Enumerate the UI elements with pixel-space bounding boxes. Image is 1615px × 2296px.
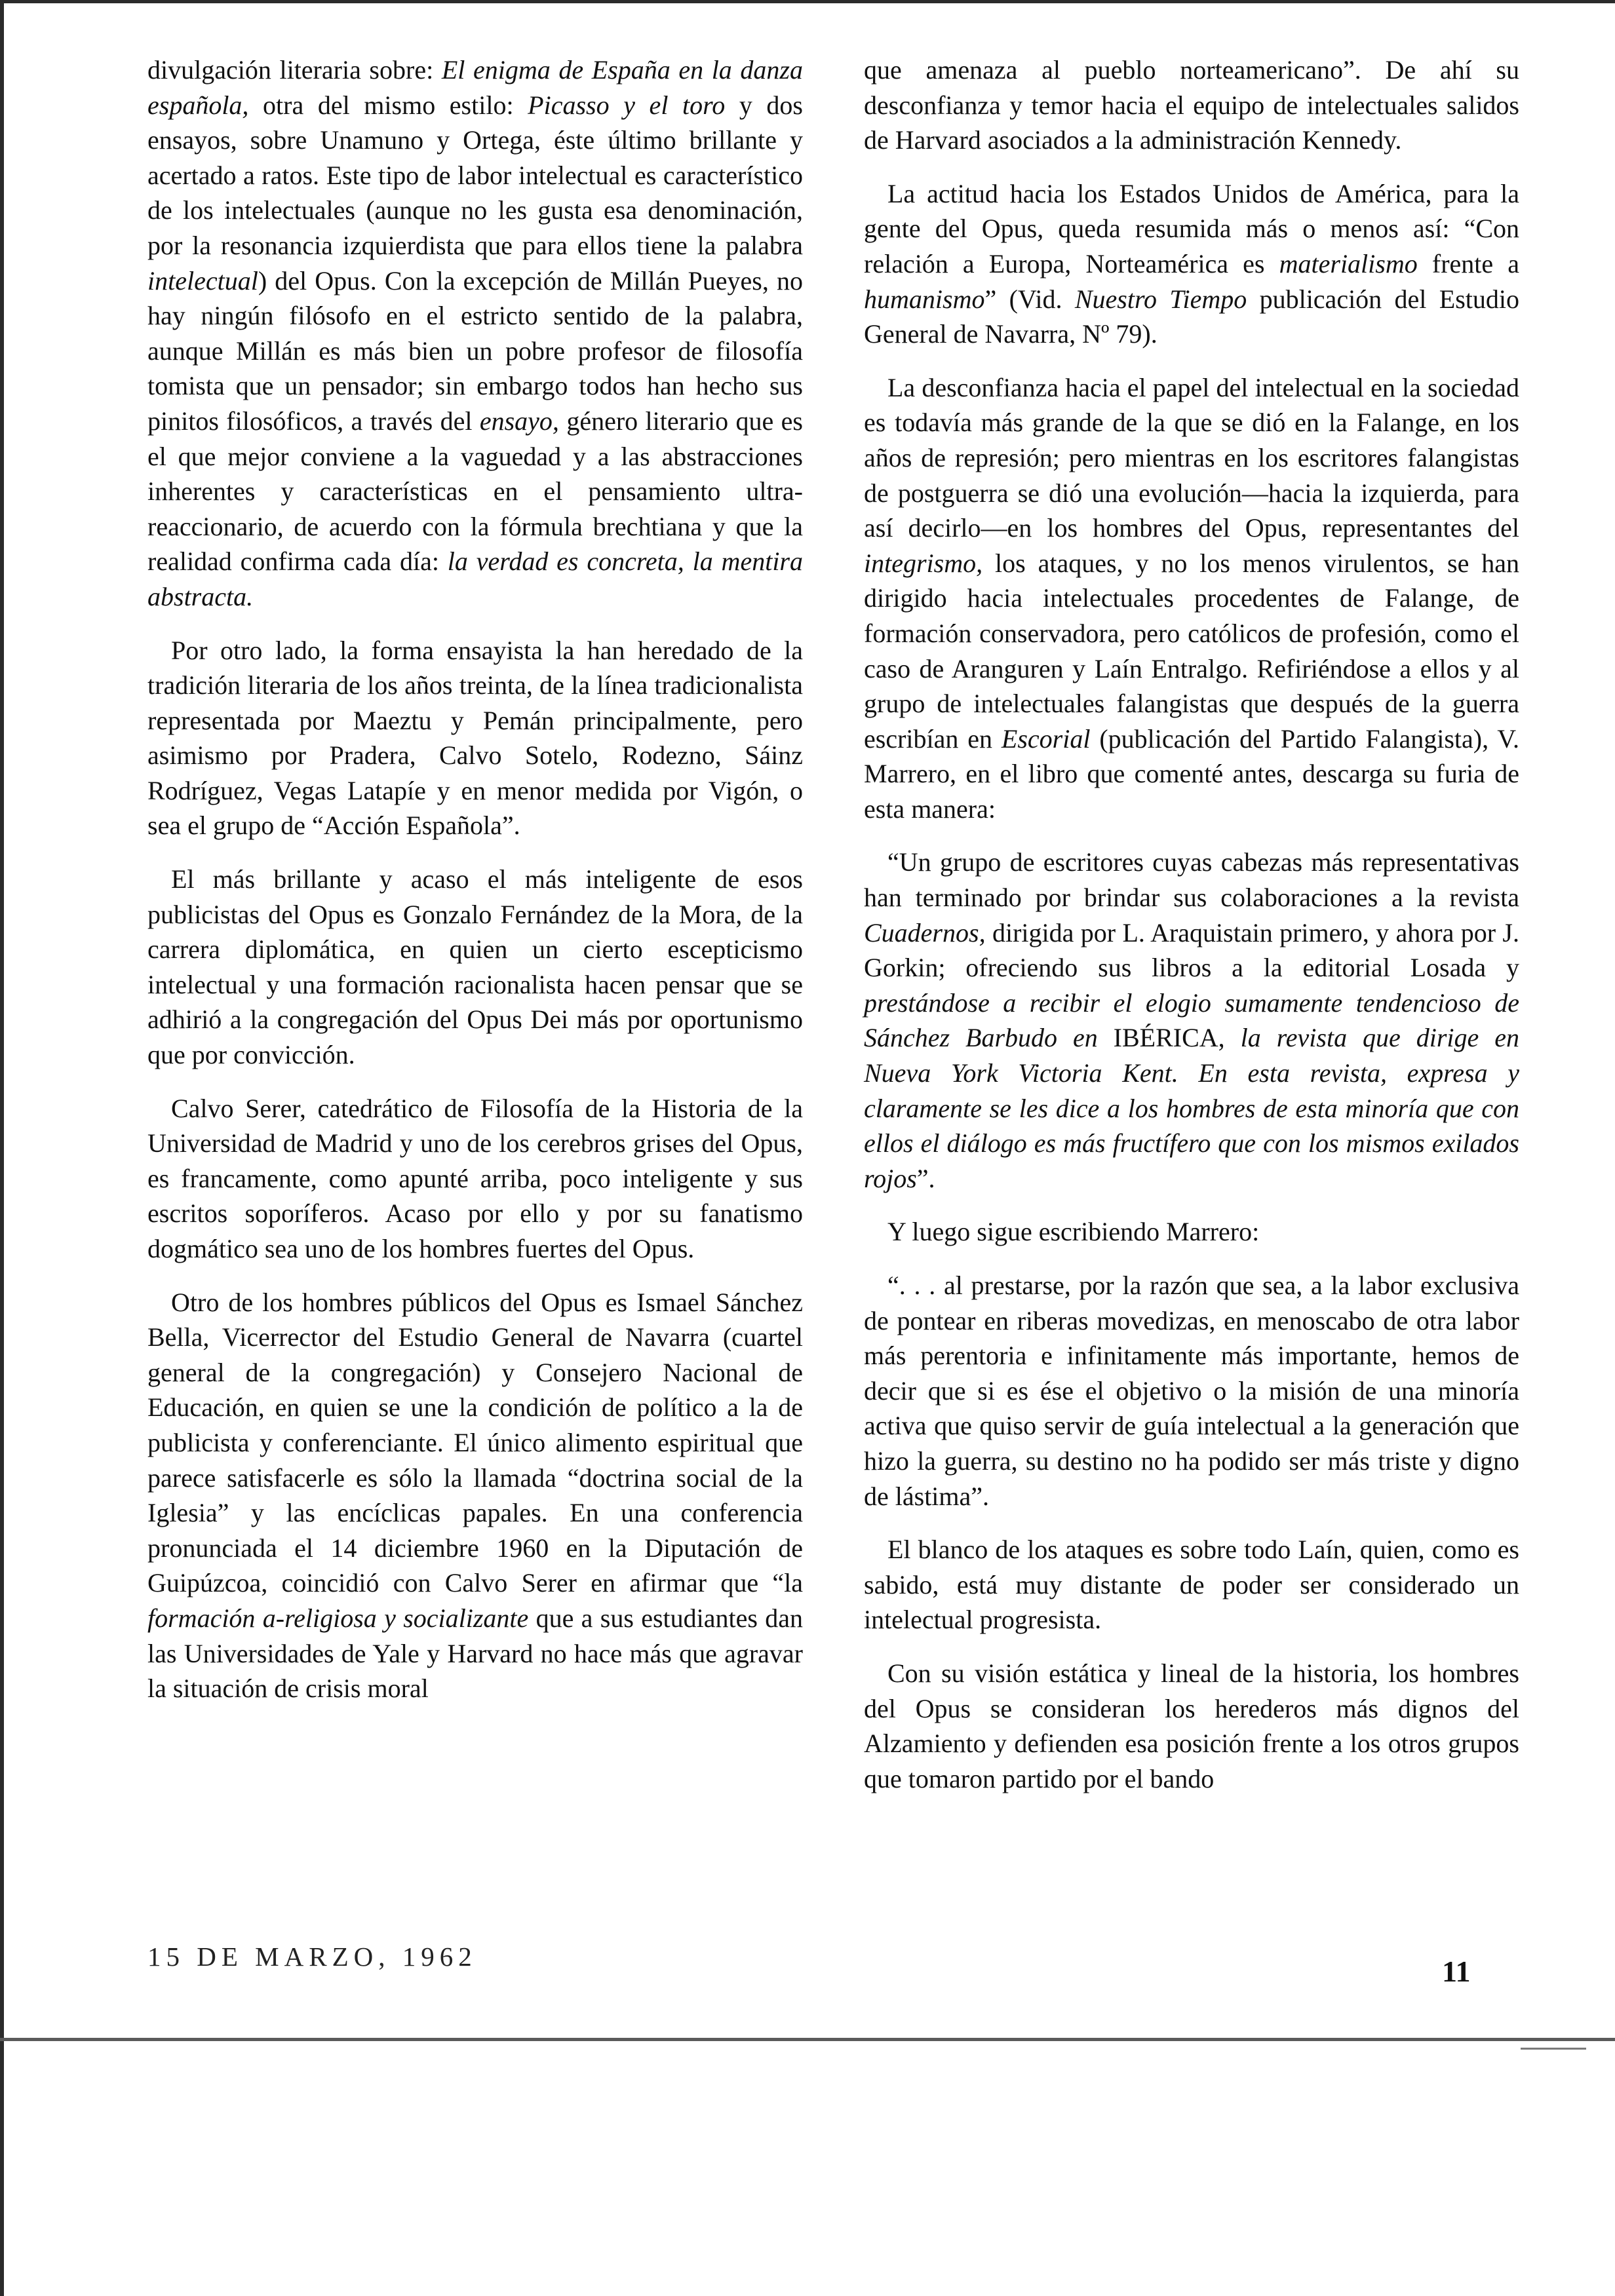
page-number: 11 [1442,1955,1471,1988]
text-run: frente a [1417,248,1520,278]
italic-quote: la revista que dirige en Nueva York Victoria Kent. En esta revista, expresa y claramente se les dice a los hombres de esta minoría que con ellos el diálogo es más fructífero que con los mismos exilados rojos [864,1023,1519,1193]
italic-term: ensayo, [479,406,559,436]
paragraph [864,176,1519,352]
text-run: (publicación del Partido Falangista), V. Marrero, en el libro que comenté antes, descarga su furia de esta manera: [864,723,1519,824]
text-run: divulgación literaria sobre: [147,55,442,85]
text-run: IBÉRICA, [1097,1023,1241,1053]
bottom-rule-tail [1521,2048,1586,2050]
italic-title: Picasso y el toro [528,90,726,120]
text-run: y dos ensayos, sobre Unamuno y Ortega, éste último brillante y acertado a ratos. Este tipo de labor intelectual es característico de los intelectuales (aunque no les gusta esa denominación, por la resonancia izquierdista que para ellos tiene la palabra [147,90,804,260]
italic-quote: la verdad es concreta, la mentira abstracta. [147,546,803,611]
text-run: ” (Vid. [984,284,1075,314]
paragraph [864,370,1519,827]
text-run: ”. [916,1163,935,1193]
italic-quote: formación a-religiosa y socializante [147,1603,529,1633]
italic-title: Nuestro Tiempo [1074,284,1247,314]
right-column [864,52,1519,1814]
bottom-rule [0,2038,1615,2041]
footer-date: 15 DE MARZO, 1962 [147,1942,477,1972]
paragraph: El blanco de los ataques es sobre todo Laín, quien, como es sabido, está muy distante de poder ser considerado un intelectual progresista. [864,1535,1519,1635]
italic-term: humanismo [864,284,985,314]
paragraph: Con su visión estática y lineal de la historia, los hombres del Opus se consideran los herederos más dignos del Alzamiento y defienden esa posición frente a los otros grupos que tomaron partido por el bando [864,1658,1519,1793]
paragraph: Por otro lado, la forma ensayista la han heredado de la tradición literaria de los años treinta, de la línea tradicionalista representada por Maeztu y Pemán principalmente, pero asimismo por Pradera, Calvo Sotelo, Rodezno, Sáinz Rodríguez, Vegas Latapíe y en menor medida por Vigón, o sea el grupo de “Acción Española”. [147,635,803,841]
paragraph: El más brillante y acaso el más inteligente de esos publicistas del Opus es Gonzalo Fernández de la Mora, de la carrera diplomática, en quien un cierto escepticismo intelectual y una formación racionalista hacen pensar que se adhirió a la congregación del Opus Dei más por oportunismo que por convicción. [147,864,803,1070]
text-run: ) del Opus. Con la excepción de Millán Pueyes, no hay ningún filósofo en el estricto sentido de la palabra, aunque Millán es más bien un pobre profesor de filosofía tomista que un pensador; sin embargo todos han hecho sus pinitos filosóficos, a través del [147,265,803,436]
paragraph: que amenaza al pueblo norteamericano”. De ahí su desconfianza y temor hacia el equipo de intelectuales salidos de Harvard asociados a la administración Kennedy. [864,55,1519,155]
italic-term: materialismo [1279,248,1418,278]
scan-edge-top [0,0,1615,3]
paragraph: Y luego sigue escribiendo Marrero: [887,1217,1260,1247]
italic-term: intelectual [147,265,258,296]
italic-term: integrismo, [864,548,983,578]
text-run: dirigida por L. Araquistain primero, y ahora por J. Gorkin; ofreciendo sus libros a la editorial Losada y [864,917,1519,983]
text-run: La actitud hacia los Estados Unidos de América, para la gente del Opus, queda resumida más o menos así: “Con relación a Europa, Norteamérica es [864,178,1519,278]
text-run: otra del mismo estilo: [248,90,528,120]
block-quote: “. . . al prestarse, por la razón que sea, a la labor exclusiva de pontear en riberas movedizas, en menoscabo de otra labor más perentoria e infinitamente más importante, hemos de decir que si es ése el objetivo o la misión de una minoría activa que quiso servir de guía intelectual a la generación que hizo la guerra, su destino no ha podido ser más triste y digno de lástima”. [864,1271,1519,1511]
text-run: Otro de los hombres públicos del Opus es Ismael Sánchez Bella, Vicerrector del Estudio General de Navarra (cuartel general de la congregación) y Consejero Nacional de Educación, en quien se une la condición de político a la de publicista y conferenciante. El único alimento espiritual que parece satisfacerle es sólo la llamada “doctrina social de la Iglesia” y las encíclicas papales. En una conferencia pronunciada el 14 diciembre 1960 en la Diputación de Guipúzcoa, coincidió con Calvo Serer en afirmar que “la [147,1287,803,1598]
italic-title: Escorial [1001,723,1091,754]
scan-edge-left [0,0,4,2296]
text-run: que a sus estudiantes dan las Universidades de Yale y Harvard no hace más que agravar la situación de crisis moral [147,1603,803,1704]
left-column [147,52,803,1725]
text-run: publicación del Estudio General de Navarra, Nº 79). [864,284,1520,349]
text-run: “Un grupo de escritores cuyas cabezas más representativas han terminado por brindar sus colaboraciones a la revista [864,847,1519,913]
block-quote [864,845,1519,1196]
italic-quote: prestándose a recibir el elogio sumamente tendencioso de Sánchez Barbudo en [864,987,1519,1053]
italic-title: Cuadernos, [864,917,986,947]
text-run: los ataques, y no los menos virulentos, se han dirigido hacia intelectuales procedentes de Falange, de formación conservadora, pero católicos de profesión, como el caso de Aranguren y Laín Entralgo. Refiriéndose a ellos y al grupo de intelectuales falangistas que después de la guerra escribían en [864,548,1519,754]
paragraph: Calvo Serer, catedrático de Filosofía de la Historia de la Universidad de Madrid y uno de los cerebros grises del Opus, es francamente, como apunté arriba, poco inteligente y sus escritos soporíferos. Acaso por ello y por su fanatismo dogmático sea uno de los hombres fuertes del Opus. [147,1093,803,1263]
italic-title: El enigma de España en la danza española, [147,55,803,120]
paragraph [147,52,803,615]
paragraph [147,1285,803,1706]
text-run: género literario que es el que mejor conviene a la vaguedad y a las abstracciones inherentes y características en el pensamiento ultra-reaccionario, de acuerdo con la fórmula brechtiana y que la realidad confirma cada día: [147,406,803,577]
text-run: La desconfianza hacia el papel del intelectual en la sociedad es todavía más grande de la que se dió en la Falange, en los años de represión; pero mientras en los escritores falangistas de postguerra se dió una evolución—hacia la izquierda, para así decirlo—en los hombres del Opus, representantes del [864,372,1519,543]
